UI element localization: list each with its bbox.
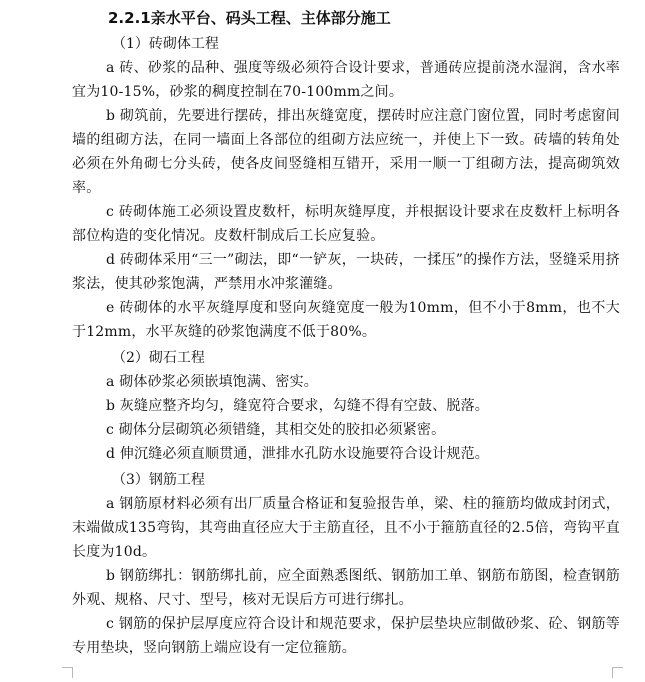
subsection-title-stonework: （2）砌石工程 <box>112 350 205 366</box>
paragraph: c 砌体分层砌筑必须错缝，其相交处的胶扣必须紧密。 <box>106 422 446 438</box>
section-heading: 2.2.1亲水平台、码头工程、主体部分施工 <box>108 9 391 27</box>
page-corner-mark-right <box>612 667 623 678</box>
page-corner-mark-left <box>62 667 73 678</box>
paragraph: b 砌筑前，先要进行摆砖，排出灰缝宽度，摆砖时应注意门窗位置，同时考虑窗间墙的组砌方法，在同一墙面上各部位的组砌方法应统一，并使上下一致。砖墙的转角处必须在外角砌七分头砖，使各皮间竖缝相互错开，采用一顺一丁组砌方法，提高砌筑效率。 <box>72 108 620 196</box>
paragraph: b 灰缝应整齐均匀，缝宽符合要求，勾缝不得有空鼓、脱落。 <box>106 398 490 414</box>
subsection-title-rebar: （3）钢筋工程 <box>112 472 205 488</box>
paragraph: a 砖、砂浆的品种、强度等级必须符合设计要求，普通砖应提前浇水湿润，含水率宜为10-15%，砂浆的稠度控制在70-100mm之间。 <box>72 60 620 100</box>
paragraph: c 钢筋的保护层厚度应符合设计和规范要求，保护层垫块应制做砂浆、砼、钢筋等专用垫块，竖向钢筋上端应设有一定位箍筋。 <box>72 616 620 656</box>
paragraph: c 砖砌体施工必须设置皮数杆，标明灰缝厚度，并根据设计要求在皮数杆上标明各部位构造的变化情况。皮数杆制成后工长应复验。 <box>72 204 620 244</box>
paragraph: d 伸沉缝必须直顺贯通，泄排水孔防水设施要符合设计规范。 <box>106 446 490 462</box>
document-body <box>72 6 620 660</box>
paragraph: a 砌体砂浆必须嵌填饱满、密实。 <box>106 374 318 390</box>
paragraph: e 砖砌体的水平灰缝厚度和竖向灰缝宽度一般为10mm，但不小于8mm，也不大于12mm，水平灰缝的砂浆饱满度不低于80%。 <box>72 300 620 340</box>
paragraph: a 钢筋原材料必须有出厂质量合格证和复验报告单，梁、柱的箍筋均做成封闭式，末端做成135弯钩，其弯曲直径应大于主筋直径，且不小于箍筋直径的2.5倍，弯钩平直长度为10d。 <box>72 496 620 560</box>
paragraph: b 钢筋绑扎：钢筋绑扎前，应全面熟悉图纸、钢筋加工单、钢筋布筋图，检查钢筋外观、规格、尺寸、型号，核对无误后方可进行绑扎。 <box>72 568 620 608</box>
paragraph: d 砖砌体采用“三一”砌法，即“一铲灰，一块砖，一揉压”的操作方法，竖缝采用挤浆法，使其砂浆饱满，严禁用水冲浆灌缝。 <box>72 252 620 292</box>
subsection-title-masonry: （1）砖砌体工程 <box>112 36 219 52</box>
